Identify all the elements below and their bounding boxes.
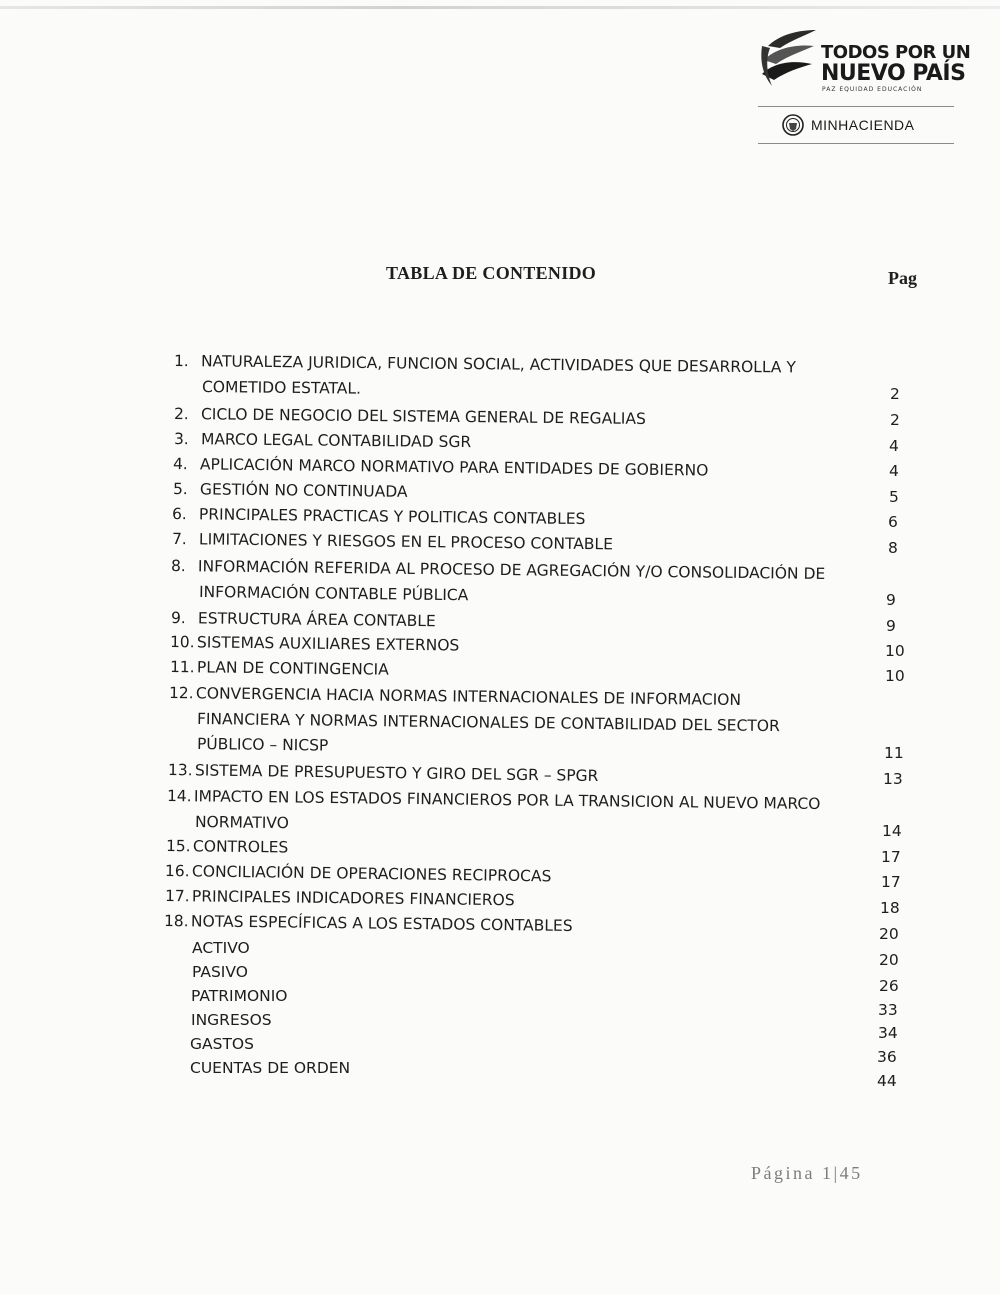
toc-entry (174, 352, 796, 377)
toc-page-number: 36 (877, 1048, 897, 1066)
toc-entry-number: 5. (172, 480, 188, 499)
toc-page-number: 4 (889, 462, 899, 480)
toc-entry-number: 16. (164, 862, 190, 881)
toc-entry-number: 12. (168, 684, 194, 703)
toc-subentry: ACTIVO (192, 939, 250, 957)
toc-page-number: 14 (882, 822, 902, 840)
toc-entry-number: 4. (172, 455, 188, 474)
toc-entry-title: ESTRUCTURA ÁREA CONTABLE (197, 609, 436, 631)
toc-page-number: 6 (888, 513, 898, 531)
scan-edge (0, 6, 1000, 9)
toc-page-number: 10 (885, 642, 905, 660)
toc-entry-continuation: INFORMACIÓN CONTABLE PÚBLICA (198, 583, 469, 605)
toc-entry-title: PLAN DE CONTINGENCIA (196, 658, 389, 679)
toc-page-number: 34 (878, 1024, 898, 1042)
toc-entry (169, 684, 741, 709)
toc-page-number: 20 (879, 925, 899, 943)
toc-entry-continuation: FINANCIERA Y NORMAS INTERNACIONALES DE CONTABILIDAD DEL SECTOR (196, 710, 780, 736)
toc-page-number: 10 (885, 667, 905, 685)
logo-text-line2: NUEVO PAÍS (821, 61, 966, 86)
toc-entry-title: CONCILIACIÓN DE OPERACIONES RECIPROCAS (191, 862, 552, 886)
toc-page-number: 9 (886, 617, 896, 635)
logo-text-line1: TODOS POR UN (821, 42, 971, 63)
toc-entry-title: LIMITACIONES Y RIESGOS EN EL PROCESO CONTABLE (198, 530, 614, 554)
toc-subentry: PASIVO (192, 963, 248, 981)
toc-entry-number: 17. (164, 887, 190, 906)
toc-entry-number: 9. (170, 609, 186, 628)
toc-page-number: 2 (890, 411, 900, 429)
toc-page-number: 18 (880, 899, 900, 917)
toc-title: TABLA DE CONTENIDO (386, 263, 597, 283)
toc-entry-number: 6. (171, 505, 187, 524)
toc-page-number: 44 (877, 1072, 897, 1090)
toc-entry-title: PRINCIPALES PRACTICAS Y POLITICAS CONTABLES (198, 505, 586, 529)
toc-entry-number: 8. (170, 557, 186, 576)
toc-page-number: 17 (881, 873, 901, 891)
toc-entry-title: NATURALEZA JURIDICA, FUNCION SOCIAL, ACTIVIDADES QUE DESARROLLA Y (200, 352, 796, 377)
toc-entry (165, 887, 515, 909)
toc-entry-number: 18. (163, 912, 189, 931)
toc-entry (172, 530, 613, 553)
toc-entry-title: CONTROLES (192, 837, 289, 857)
toc-page-number: 4 (889, 437, 899, 455)
toc-entry (165, 862, 552, 885)
toc-page-number: 20 (879, 951, 899, 969)
toc-entry-continuation: COMETIDO ESTATAL. (201, 378, 362, 398)
toc-entry-number: 15. (165, 837, 191, 856)
toc-entry-title: IMPACTO EN LOS ESTADOS FINANCIEROS POR LA TRANSICION AL NUEVO MARCO (193, 787, 821, 813)
toc-entry (173, 480, 408, 501)
toc-entry (166, 837, 289, 856)
toc-entry-number: 14. (166, 787, 192, 806)
toc-entry (171, 557, 825, 583)
toc-page-number: 2 (890, 385, 900, 403)
flag-swoosh-icon (758, 26, 820, 92)
toc-page-number: 17 (881, 848, 901, 866)
toc-entry-number: 11. (169, 658, 195, 677)
toc-subentry: PATRIMONIO (191, 987, 288, 1005)
toc-entry (170, 633, 460, 655)
toc-subentry: CUENTAS DE ORDEN (190, 1059, 351, 1077)
toc-entry-title: NOTAS ESPECÍFICAS A LOS ESTADOS CONTABLES (190, 912, 573, 935)
toc-subentry: INGRESOS (191, 1011, 272, 1029)
toc-entry-number: 7. (171, 530, 187, 549)
toc-entry (170, 658, 389, 679)
toc-page-number: 8 (888, 539, 898, 557)
logo-divider (758, 106, 954, 107)
toc-page-number: 13 (883, 770, 903, 788)
toc-entry-title: PRINCIPALES INDICADORES FINANCIEROS (191, 887, 515, 910)
toc-page-number: 5 (889, 488, 899, 506)
toc-entry-number: 3. (173, 430, 189, 449)
toc-entry-title: GESTIÓN NO CONTINUADA (199, 480, 408, 501)
toc-entry-title: CONVERGENCIA HACIA NORMAS INTERNACIONALES DE INFORMACION (195, 684, 742, 709)
toc-entry-title: MARCO LEGAL CONTABILIDAD SGR (200, 430, 472, 452)
toc-entry-continuation: PÚBLICO – NICSP (196, 735, 329, 755)
toc-entry-number: 13. (167, 761, 193, 780)
coat-of-arms-icon (782, 114, 804, 136)
toc-page-number: 9 (886, 591, 896, 609)
toc-page-number: 26 (879, 977, 899, 995)
toc-entry-title: SISTEMA DE PRESUPUESTO Y GIRO DEL SGR – SPGR (194, 761, 599, 786)
government-logo (758, 26, 971, 150)
toc-page-number: 33 (878, 1001, 898, 1019)
toc-entry (168, 761, 599, 785)
toc-entry-title: INFORMACIÓN REFERIDA AL PROCESO DE AGREGACIÓN Y/O CONSOLIDACIÓN DE (197, 557, 826, 583)
toc-entry (174, 430, 471, 451)
toc-entry (167, 787, 821, 813)
logo-tagline: PAZ EQUIDAD EDUCACIÓN (822, 86, 923, 93)
toc-entry-title: SISTEMAS AUXILIARES EXTERNOS (196, 633, 460, 655)
toc-entry (173, 455, 709, 480)
toc-subentry: GASTOS (190, 1035, 254, 1053)
page-column-label: Pag (888, 268, 917, 288)
toc-entry-title: APLICACIÓN MARCO NORMATIVO PARA ENTIDADES DE GOBIERNO (199, 455, 709, 480)
logo-divider-bottom (758, 143, 954, 144)
ministry-name: MINHACIENDA (811, 117, 915, 133)
toc-entry (171, 609, 436, 630)
toc-page-number: 11 (884, 744, 904, 762)
toc-entry-continuation: NORMATIVO (194, 813, 290, 833)
toc-entry (164, 912, 573, 935)
page-footer: Página 1|45 (751, 1163, 863, 1183)
toc-entry-number: 2. (173, 405, 189, 424)
toc-entry-title: CICLO DE NEGOCIO DEL SISTEMA GENERAL DE REGALIAS (200, 405, 646, 428)
toc-entry-number: 10. (169, 633, 195, 652)
toc-entry (172, 505, 586, 528)
toc-entry (174, 405, 646, 428)
toc-entry-number: 1. (173, 352, 189, 371)
